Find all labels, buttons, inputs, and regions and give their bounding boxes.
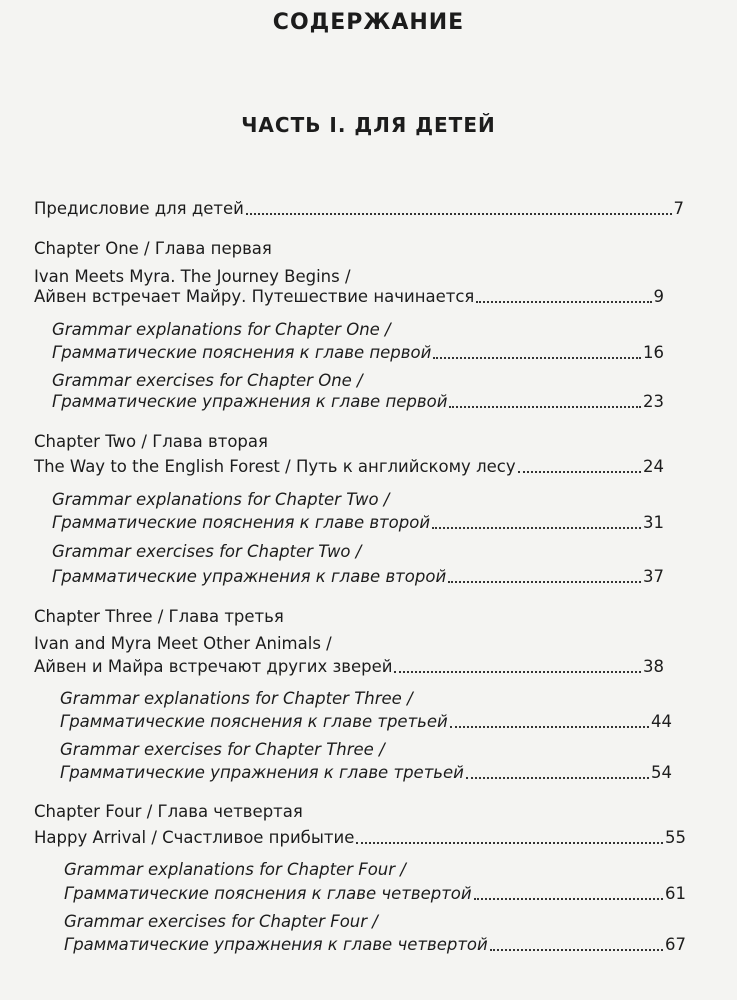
page-title: СОДЕРЖАНИЕ [272, 10, 465, 35]
toc-entry[interactable]: The Way to the English Forest / Путь к английскому лесу 24 [34, 455, 664, 479]
subsection-title: Grammar explanations for Chapter One / [52, 320, 391, 339]
subsection-title: Grammar explanations for Chapter Two / [52, 490, 390, 509]
page-number: 16 [643, 343, 664, 362]
toc-entry[interactable]: Грамматические упражнения к главе первой 23 [52, 390, 664, 414]
chapter-heading: Chapter Two / Глава вторая [34, 432, 268, 451]
toc-entry[interactable]: Айвен встречает Майру. Путешествие начинается 9 [34, 285, 664, 309]
toc-entry[interactable]: Грамматические упражнения к главе четвертой 67 [64, 933, 686, 957]
toc-entry[interactable]: Happy Arrival / Счастливое прибытие 55 [34, 826, 686, 850]
page-number: 44 [651, 712, 672, 731]
page-number: 7 [673, 199, 684, 218]
chapter-heading: Chapter Four / Глава четвертая [34, 802, 303, 821]
subsection-title: Grammar explanations for Chapter Four / [64, 860, 406, 879]
toc-entry[interactable]: Грамматические пояснения к главе третьей 44 [60, 710, 672, 734]
toc-entry[interactable]: Грамматические пояснения к главе четвертой 61 [64, 882, 686, 906]
page-number: 67 [665, 935, 686, 954]
page-number: 61 [665, 884, 686, 903]
page-number: 23 [643, 392, 664, 411]
toc-entry[interactable]: Айвен и Майра встречают других зверей 38 [34, 655, 664, 679]
page-number: 24 [643, 457, 664, 476]
toc-entry[interactable]: Грамматические пояснения к главе второй 31 [52, 511, 664, 535]
page-number: 38 [643, 657, 664, 676]
toc-entry[interactable]: Грамматические пояснения к главе первой 16 [52, 341, 664, 365]
page-number: 31 [643, 513, 664, 532]
toc-entry[interactable]: Грамматические упражнения к главе третьей 54 [60, 761, 672, 785]
subsection-title: Grammar explanations for Chapter Three / [60, 689, 413, 708]
subsection-title: Grammar exercises for Chapter Two / [52, 542, 362, 561]
chapter-heading: Chapter One / Глава первая [34, 239, 272, 258]
toc-entry-preface[interactable]: Предисловие для детей 7 [34, 197, 684, 221]
part-title: ЧАСТЬ I. ДЛЯ ДЕТЕЙ [241, 113, 496, 137]
subsection-title: Grammar exercises for Chapter Four / [64, 912, 378, 931]
page-number: 55 [665, 828, 686, 847]
toc-entry[interactable]: Грамматические упражнения к главе второй 37 [52, 565, 664, 589]
chapter-heading: Chapter Three / Глава третья [34, 607, 284, 626]
chapter-subtitle: Ivan Meets Myra. The Journey Begins / [34, 267, 351, 286]
page-number: 9 [653, 287, 664, 306]
page-number: 37 [643, 567, 664, 586]
subsection-title: Grammar exercises for Chapter Three / [60, 740, 385, 759]
page-number: 54 [651, 763, 672, 782]
chapter-subtitle: Ivan and Myra Meet Other Animals / [34, 634, 332, 653]
subsection-title: Grammar exercises for Chapter One / [52, 371, 363, 390]
